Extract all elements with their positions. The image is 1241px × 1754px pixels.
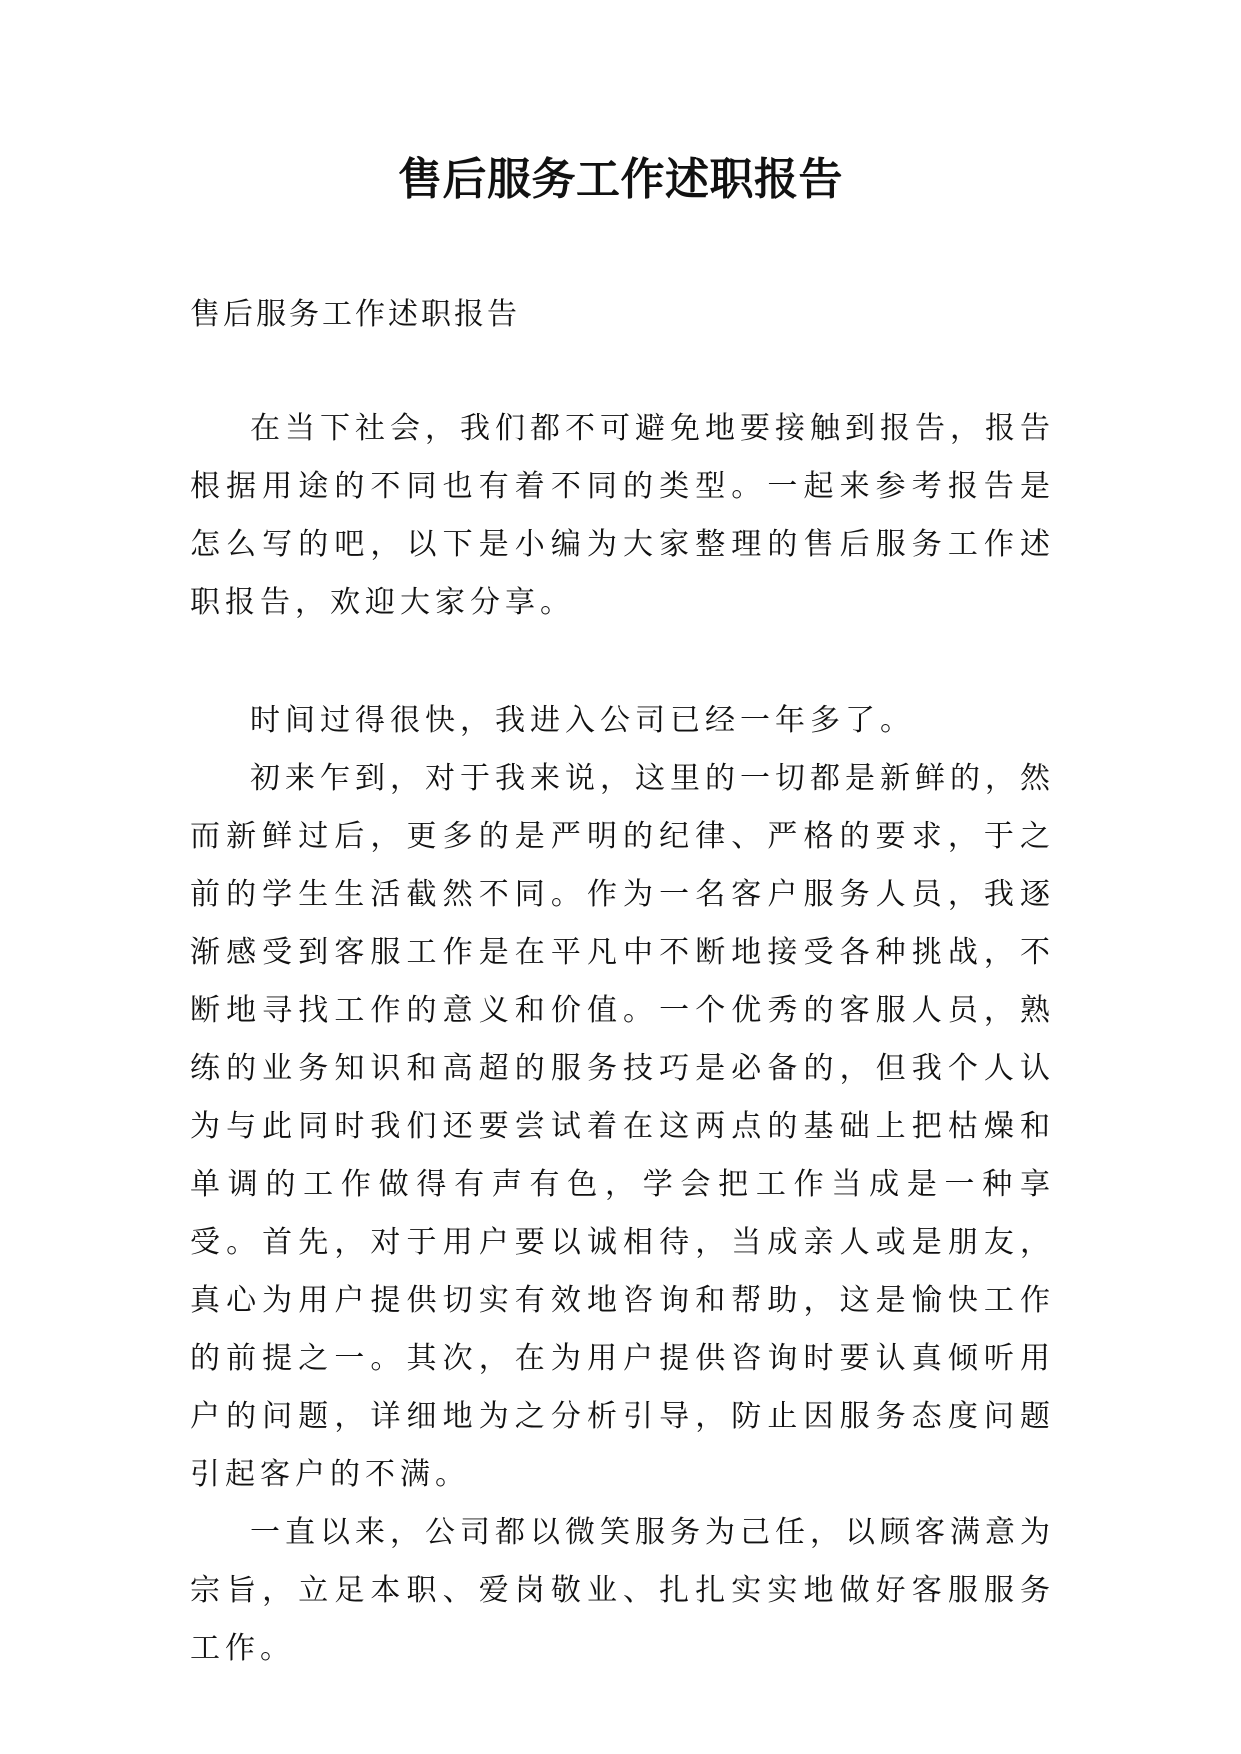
body-paragraph-2: 初来乍到，对于我来说，这里的一切都是新鲜的，然而新鲜过后，更多的是严明的纪律、严格的要求，于之前的学生生活截然不同。作为一名客户服务人员，我逐渐感受到客服工作是在平凡中不断地接受各种挑战，不断地寻找工作的意义和价值。一个优秀的客服人员，熟练的业务知识和高超的服务技巧是必备的，但我个人认为与此同时我们还要尝试着在这两点的基础上把枯燥和单调的工作做得有声有色，学会把工作当成是一种享受。首先，对于用户要以诚相待，当成亲人或是朋友，真心为用户提供切实有效地咨询和帮助，这是愉快工作的前提之一。其次，在为用户提供咨询时要认真倾听用户的问题，详细地为之分析引导，防止因服务态度问题引起客户的不满。: [190, 761, 1055, 1492]
body-paragraph-1: 时间过得很快，我进入公司已经一年多了。: [250, 703, 915, 738]
body-paragraph-3: 一直以来，公司都以微笑服务为己任，以顾客满意为宗旨，立足本职、爱岗敬业、扎扎实实地做好客服服务工作。: [190, 1515, 1055, 1666]
intro-block: [190, 400, 1055, 632]
document-subtitle: 售后服务工作述职报告: [190, 297, 520, 332]
intro-paragraph: 在当下社会，我们都不可避免地要接触到报告，报告根据用途的不同也有着不同的类型。一起来参考报告是怎么写的吧，以下是小编为大家整理的售后服务工作述职报告，欢迎大家分享。: [190, 411, 1055, 620]
body-block: [190, 692, 1055, 1678]
document-title: 售后服务工作述职报告: [398, 154, 843, 205]
